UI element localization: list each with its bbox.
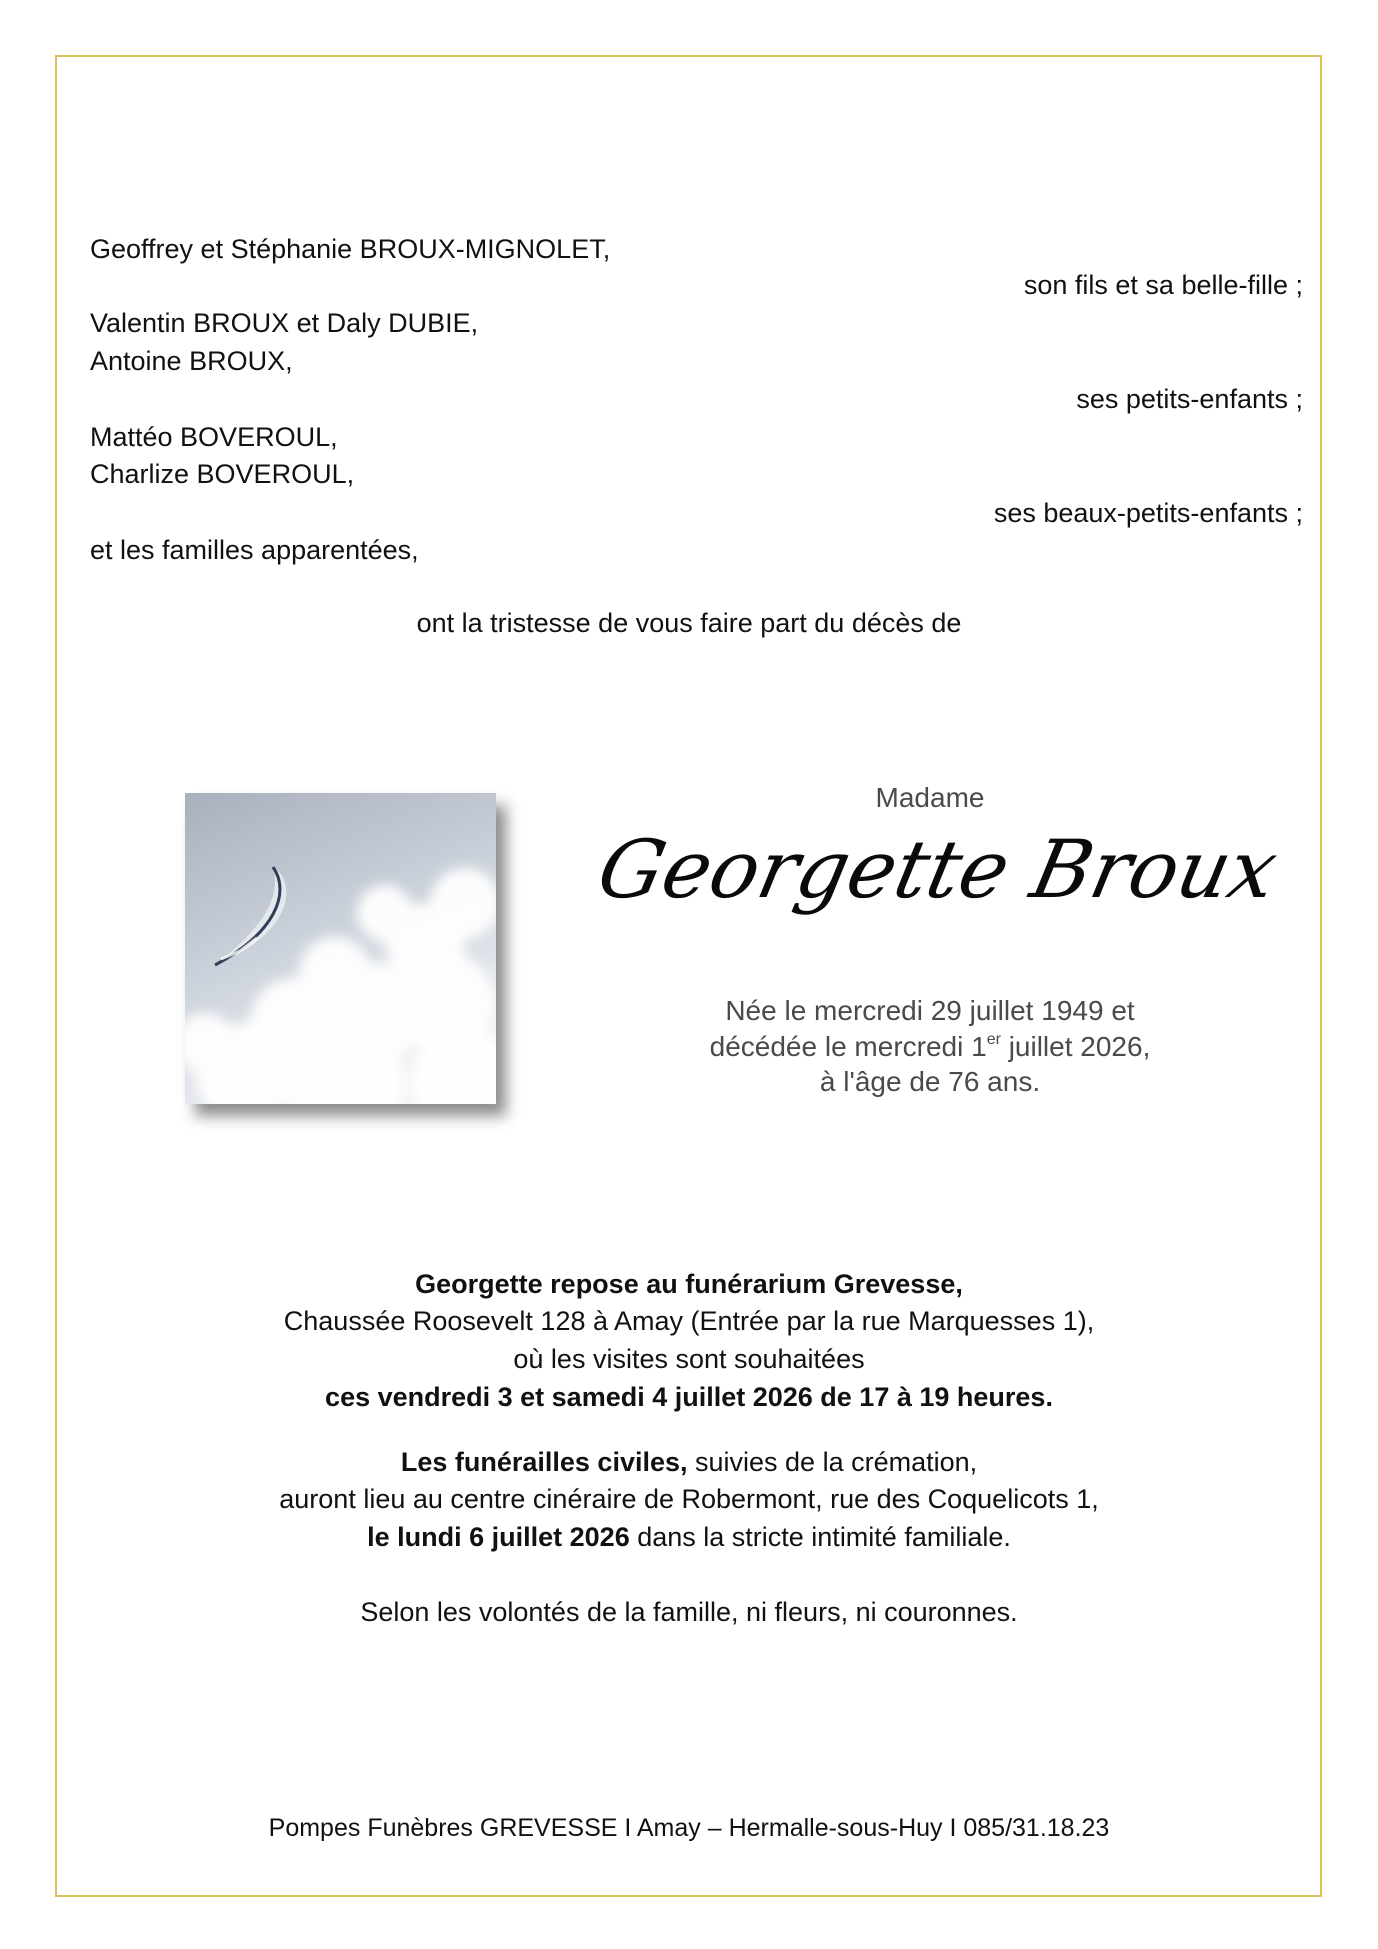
feather-photo (185, 793, 496, 1104)
funeral-line-1: Les funérailles civiles, suivies de la crémation, (400, 1447, 978, 1477)
son-names: Geoffrey et Stéphanie BROUX-MIGNOLET, (90, 234, 611, 264)
birth-date: Née le mercredi 29 juillet 1949 et (725, 995, 1135, 1026)
step-grandchildren-2: Charlize BOVEROUL, (90, 459, 355, 489)
age: à l'âge de 76 ans. (819, 1066, 1041, 1097)
funeral-line-3: le lundi 6 juillet 2026 dans la stricte intimité familiale. (367, 1522, 1011, 1552)
funerarium-line-3: où les visites sont souhaitées (513, 1344, 865, 1374)
related-families: et les familles apparentées, (90, 535, 419, 565)
announcement: ont la tristesse de vous faire part du décès de (416, 608, 962, 638)
funeral-line-2: auront lieu au centre cinéraire de Robermont, rue des Coquelicots 1, (279, 1484, 1099, 1514)
grandchildren-2: Antoine BROUX, (90, 346, 293, 376)
grandchildren-1: Valentin BROUX et Daly DUBIE, (90, 308, 479, 338)
death-date: décédée le mercredi 1er juillet 2026, (709, 1031, 1151, 1062)
honorific: Madame (875, 782, 985, 813)
funerarium-line-4: ces vendredi 3 et samedi 4 juillet 2026 de 17 à 19 heures. (325, 1382, 1053, 1412)
wishes: Selon les volontés de la famille, ni fleurs, ni couronnes. (360, 1597, 1018, 1627)
funerarium-line-1: Georgette repose au funérarium Grevesse, (415, 1269, 963, 1299)
funerarium-line-2: Chaussée Roosevelt 128 à Amay (Entrée par la rue Marquesses 1), (283, 1306, 1095, 1336)
step-grandchildren-1: Mattéo BOVEROUL, (90, 422, 338, 452)
grandchildren-relation: ses petits-enfants ; (1076, 384, 1303, 414)
deceased-name: Georgette Broux (590, 823, 1286, 916)
footer: Pompes Funèbres GREVESSE I Amay – Hermalle-sous-Huy I 085/31.18.23 (268, 1814, 1110, 1842)
son-relation: son fils et sa belle-fille ; (1023, 270, 1303, 300)
step-grandchildren-relation: ses beaux-petits-enfants ; (993, 498, 1303, 528)
